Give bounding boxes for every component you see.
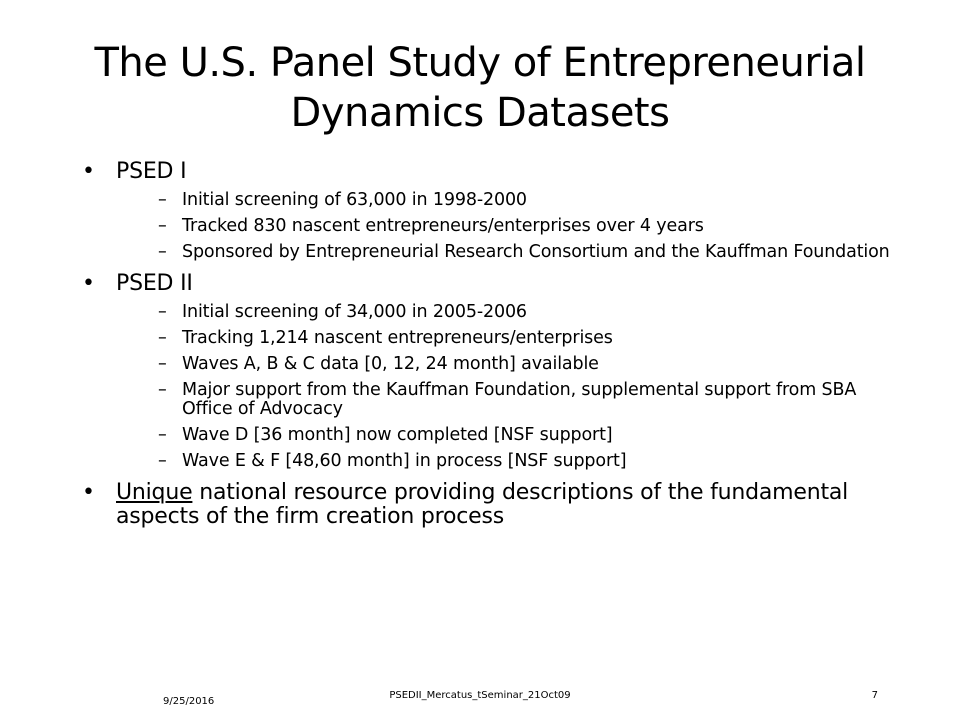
sub-text: Waves A, B & C data [0, 12, 24 month] available <box>182 354 599 374</box>
sub-text: Wave D [36 month] now completed [NSF support] <box>182 425 613 445</box>
sublist-psed-2 <box>82 303 902 471</box>
sub-mark: – <box>158 451 167 471</box>
sub-item <box>158 426 902 445</box>
sub-text: Initial screening of 34,000 in 2005-2006 <box>182 302 527 322</box>
sub-text: Major support from the Kauffman Foundation, supplemental support from SBA Office of Advocacy <box>182 380 857 419</box>
bullet-text: PSED II <box>116 271 193 296</box>
sub-item <box>158 329 902 348</box>
sub-item <box>158 452 902 471</box>
sub-mark: – <box>158 242 167 262</box>
bullet-text: PSED I <box>116 159 187 184</box>
sub-item <box>158 191 902 210</box>
sub-item <box>158 355 902 374</box>
sublist-psed-1 <box>82 191 902 262</box>
sub-item <box>158 217 902 236</box>
sub-mark: – <box>158 216 167 236</box>
bullet-mark: • <box>82 271 95 296</box>
sub-item <box>158 303 902 322</box>
sub-text: Tracking 1,214 nascent entrepreneurs/enterprises <box>182 328 613 348</box>
underlined-word: Unique <box>116 480 193 505</box>
sub-mark: – <box>158 190 167 210</box>
sub-text: Tracked 830 nascent entrepreneurs/enterprises over 4 years <box>182 216 704 236</box>
sub-mark: – <box>158 302 167 322</box>
footer-page-number: 7 <box>871 690 878 701</box>
sub-item <box>158 243 902 262</box>
bullet-psed-1 <box>82 160 902 184</box>
sub-mark: – <box>158 380 167 400</box>
sub-mark: – <box>158 354 167 374</box>
footer-date: 9/25/2016 <box>163 696 215 707</box>
sub-text: Initial screening of 63,000 in 1998-2000 <box>182 190 527 210</box>
bullet-unique-resource <box>82 481 902 529</box>
sub-text: Sponsored by Entrepreneurial Research Consortium and the Kauffman Foundation <box>182 242 890 262</box>
sub-item <box>158 381 902 419</box>
bullet-mark: • <box>82 480 95 505</box>
bullet-text: national resource providing descriptions of the fundamental aspects of the firm creation process <box>116 480 849 529</box>
bullet-mark: • <box>82 159 95 184</box>
slide-body <box>82 160 902 529</box>
footer-filename: PSEDII_Mercatus_tSeminar_21Oct09 <box>389 690 571 701</box>
bullet-psed-2 <box>82 272 902 296</box>
sub-text: Wave E & F [48,60 month] in process [NSF support] <box>182 451 627 471</box>
slide-title: The U.S. Panel Study of Entrepreneurial Dynamics Datasets <box>94 40 866 136</box>
sub-mark: – <box>158 425 167 445</box>
sub-mark: – <box>158 328 167 348</box>
